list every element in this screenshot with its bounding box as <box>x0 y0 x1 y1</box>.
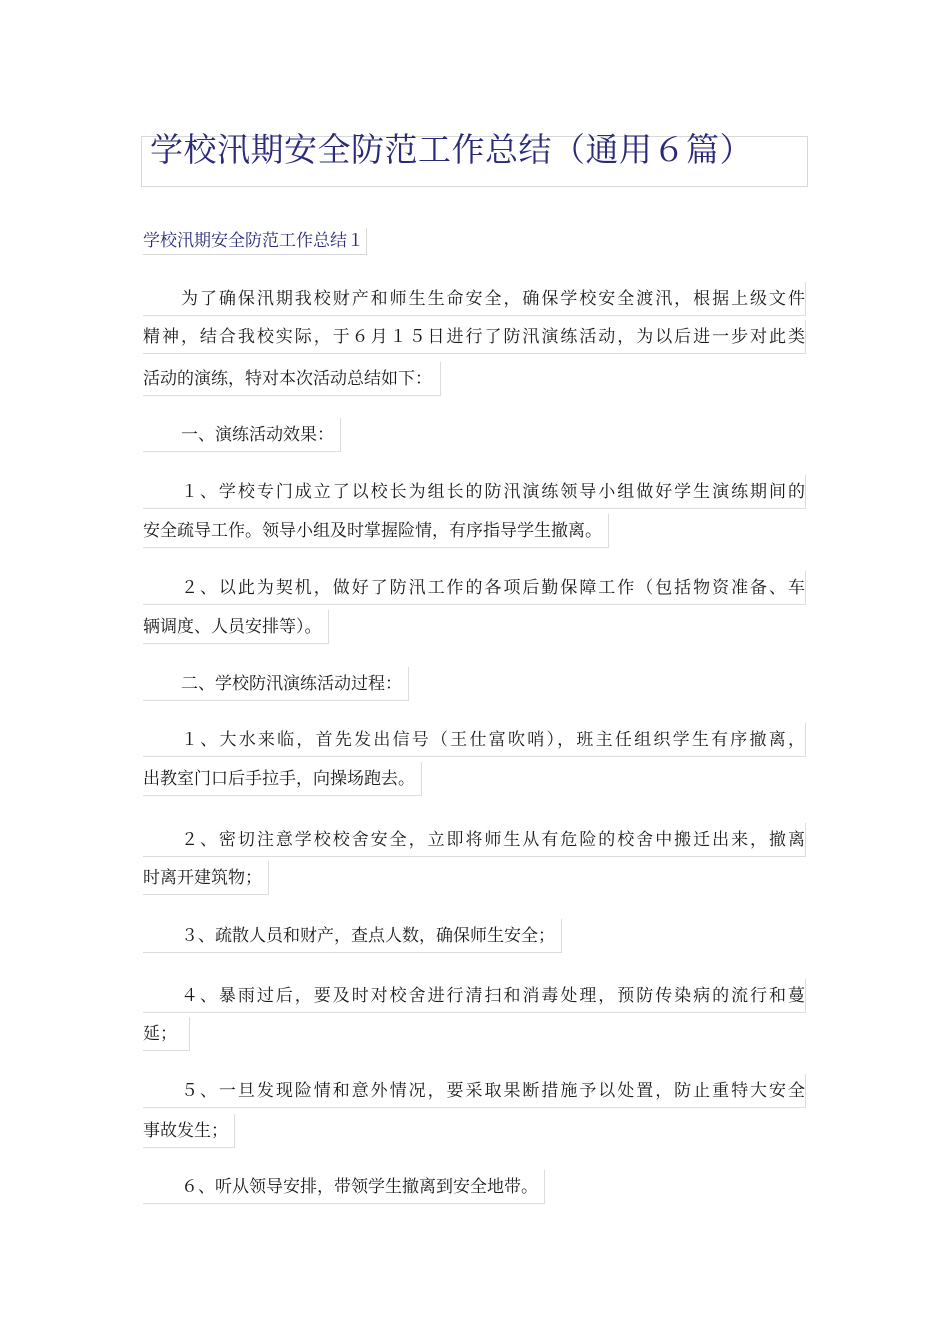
paragraph-4-line-2: 出教室门口后手拉手，向操场跑去。 <box>143 762 422 796</box>
paragraph-6-line-1: ３、疏散人员和财产，查点人数，确保师生安全； <box>143 919 562 953</box>
section-heading-1: 一、演练活动效果： <box>143 418 341 452</box>
paragraph-3-line-2: 辆调度、人员安排等）。 <box>143 610 329 644</box>
section-heading: 学校汛期安全防范工作总结１ <box>143 228 367 255</box>
paragraph-7-line-2: 延； <box>143 1017 190 1051</box>
paragraph-3-line-1: ２、以此为契机，做好了防汛工作的各项后勤保障工作（包括物资准备、车 <box>143 571 806 605</box>
paragraph-8-line-2: 事故发生； <box>143 1114 235 1148</box>
paragraph-2-line-2: 安全疏导工作。领导小组及时掌握险情，有序指导学生撤离。 <box>143 514 609 548</box>
paragraph-5-line-2: 时离开建筑物； <box>143 861 269 895</box>
paragraph-7-line-1: ４、暴雨过后，要及时对校舍进行清扫和消毒处理，预防传染病的流行和蔓 <box>143 979 806 1013</box>
paragraph-8-line-1: ５、一旦发现险情和意外情况，要采取果断措施予以处置，防止重特大安全 <box>143 1074 806 1108</box>
paragraph-1-line-3: 活动的演练，特对本次活动总结如下： <box>143 362 441 396</box>
paragraph-1-line-1: 为了确保汛期我校财产和师生生命安全，确保学校安全渡汛，根据上级文件 <box>143 282 806 316</box>
paragraph-2-line-1: １、学校专门成立了以校长为组长的防汛演练领导小组做好学生演练期间的 <box>143 475 806 509</box>
paragraph-1-line-2: 精神，结合我校实际，于６月１５日进行了防汛演练活动，为以后进一步对此类 <box>143 320 806 354</box>
section-heading-2: 二、学校防汛演练活动过程： <box>143 667 409 701</box>
paragraph-4-line-1: １、大水来临，首先发出信号（王仕富吹哨），班主任组织学生有序撤离， <box>143 723 806 757</box>
paragraph-9-line-1: ６、听从领导安排，带领学生撤离到安全地带。 <box>143 1170 545 1204</box>
document-title: 学校汛期安全防范工作总结（通用６篇） <box>150 130 753 169</box>
paragraph-5-line-1: ２、密切注意学校校舍安全，立即将师生从有危险的校舍中搬迁出来，撤离 <box>143 823 806 857</box>
